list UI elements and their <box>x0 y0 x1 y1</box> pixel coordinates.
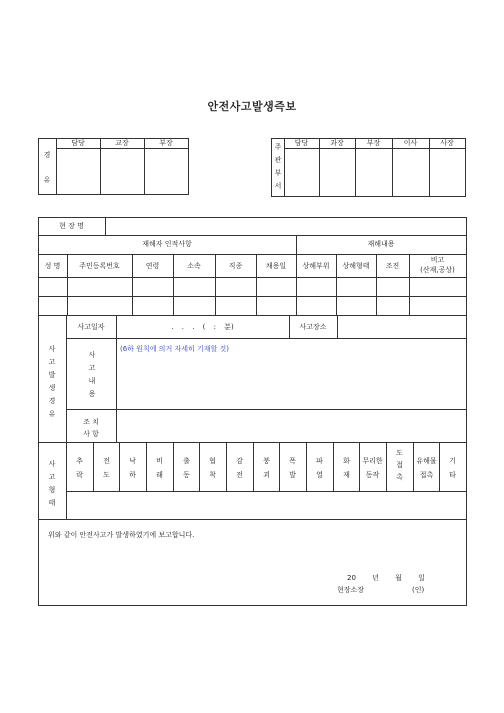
accident-type-label: 감 <box>236 457 243 465</box>
accident-type-label: 락 <box>76 471 83 479</box>
col-header-job: 직종 <box>228 262 243 270</box>
content-char: 사 <box>88 351 96 359</box>
accident-type-label: 출 <box>183 457 190 465</box>
circ-char: 고 <box>48 358 56 366</box>
accident-type-label: 촉 <box>396 473 403 481</box>
content-char: 내 <box>88 377 96 385</box>
approval-side-char: 서 <box>274 182 282 190</box>
accident-type-label: 접촉 <box>419 471 434 479</box>
accident-type-label: 동작 <box>365 471 380 479</box>
circ-char: 유 <box>48 410 56 418</box>
col-header-injury: 상해부위 <box>302 262 330 270</box>
content-hint: (6하 원칙에 의거 자세히 기재할 것) <box>120 345 229 353</box>
approval-header: 담당 <box>294 139 309 147</box>
col-header-dept: 소속 <box>187 262 201 270</box>
accident-type-label: 협 <box>209 457 216 465</box>
accident-type-label: 발 <box>289 471 296 479</box>
approval-header: 교장 <box>115 139 129 147</box>
approval-header: 부장 <box>159 139 173 147</box>
col-header-name: 성 명 <box>44 262 61 270</box>
approval-side-char: 유 <box>43 176 51 184</box>
approval-header: 과장 <box>330 139 344 147</box>
accident-place-label: 사고장소 <box>299 323 327 331</box>
circ-char: 생 <box>48 384 56 392</box>
accident-type-label: 하 <box>129 471 136 479</box>
accident-type-label: 기 <box>449 457 456 465</box>
victim-section-header: 재해자 인적사항 <box>142 240 192 248</box>
document-title: 안전사고발생즉보 <box>207 100 297 113</box>
accident-type-label: 유해물 <box>416 457 437 465</box>
accident-type-label: 도 <box>396 449 403 457</box>
accident-type-label: 괴 <box>263 471 270 479</box>
accident-type-label: 폭 <box>289 457 296 465</box>
approval-side-char: 관 <box>274 156 282 164</box>
report-date[interactable]: 20 년 월 일 <box>347 574 425 582</box>
approval-header: 이사 <box>403 139 418 147</box>
col-header-type: 상해형태 <box>342 262 370 270</box>
content-char: 고 <box>88 364 96 372</box>
approval-side-char: 부 <box>274 169 282 177</box>
approval-side-char: 경 <box>43 151 51 159</box>
accident-type-label: 무리한 <box>362 457 383 465</box>
col-header-id: 주민등록번호 <box>79 262 120 270</box>
content-char: 용 <box>88 390 96 398</box>
circ-char: 사 <box>48 345 56 353</box>
circ-char: 발 <box>48 371 56 379</box>
accident-type-label: 도 <box>103 471 110 479</box>
accident-type-label: 타 <box>449 471 456 479</box>
accident-type-label: 전 <box>236 471 243 479</box>
accident-type-label: 붕 <box>263 457 270 465</box>
col-header-note: 비고 <box>430 256 445 264</box>
approval-header: 담당 <box>71 139 85 147</box>
col-header-hire: 채용일 <box>265 262 287 270</box>
approval-header: 사장 <box>440 139 454 147</box>
accident-type-label: 래 <box>156 471 163 479</box>
accident-type-label: 동 <box>183 471 190 479</box>
col-header-age: 연령 <box>145 262 160 270</box>
report-statement: 위와 같이 안전사고가 발생하였기에 보고합니다. <box>48 531 195 539</box>
accident-type-label: 추 <box>76 457 83 465</box>
seal-mark: (인) <box>412 586 425 594</box>
damage-section-header: 재해내용 <box>367 240 395 248</box>
approval-header: 부장 <box>366 139 381 147</box>
accident-type-label: 열 <box>316 471 323 479</box>
type-char: 태 <box>48 499 56 507</box>
circ-char: 경 <box>48 397 56 405</box>
accident-type-label: 파 <box>316 457 323 465</box>
type-char: 형 <box>48 486 56 494</box>
measures-label-1: 조 치 <box>83 418 99 426</box>
col-header-note-sub: (산재,공상) <box>420 266 455 274</box>
accident-type-label: 착 <box>209 471 216 479</box>
signer-label: 현장소장 <box>337 586 365 594</box>
accident-type-label: 재 <box>343 471 350 479</box>
measures-label-2: 사 항 <box>83 430 99 438</box>
site-name-label: 현 장 명 <box>59 222 84 230</box>
type-char: 사 <box>48 460 56 468</box>
accident-date-label: 사고일자 <box>77 323 105 331</box>
accident-type-label: 접 <box>396 461 403 469</box>
accident-type-label: 화 <box>343 457 350 465</box>
col-header-diag: 조진 <box>385 262 400 270</box>
type-char: 고 <box>48 473 56 481</box>
accident-type-label: 전 <box>103 457 110 465</box>
accident-type-label: 낙 <box>129 457 136 465</box>
approval-side-char: 주 <box>274 143 282 151</box>
accident-type-label: 비 <box>156 457 163 465</box>
accident-date-value[interactable]: . . . ( : 분) <box>171 323 234 331</box>
